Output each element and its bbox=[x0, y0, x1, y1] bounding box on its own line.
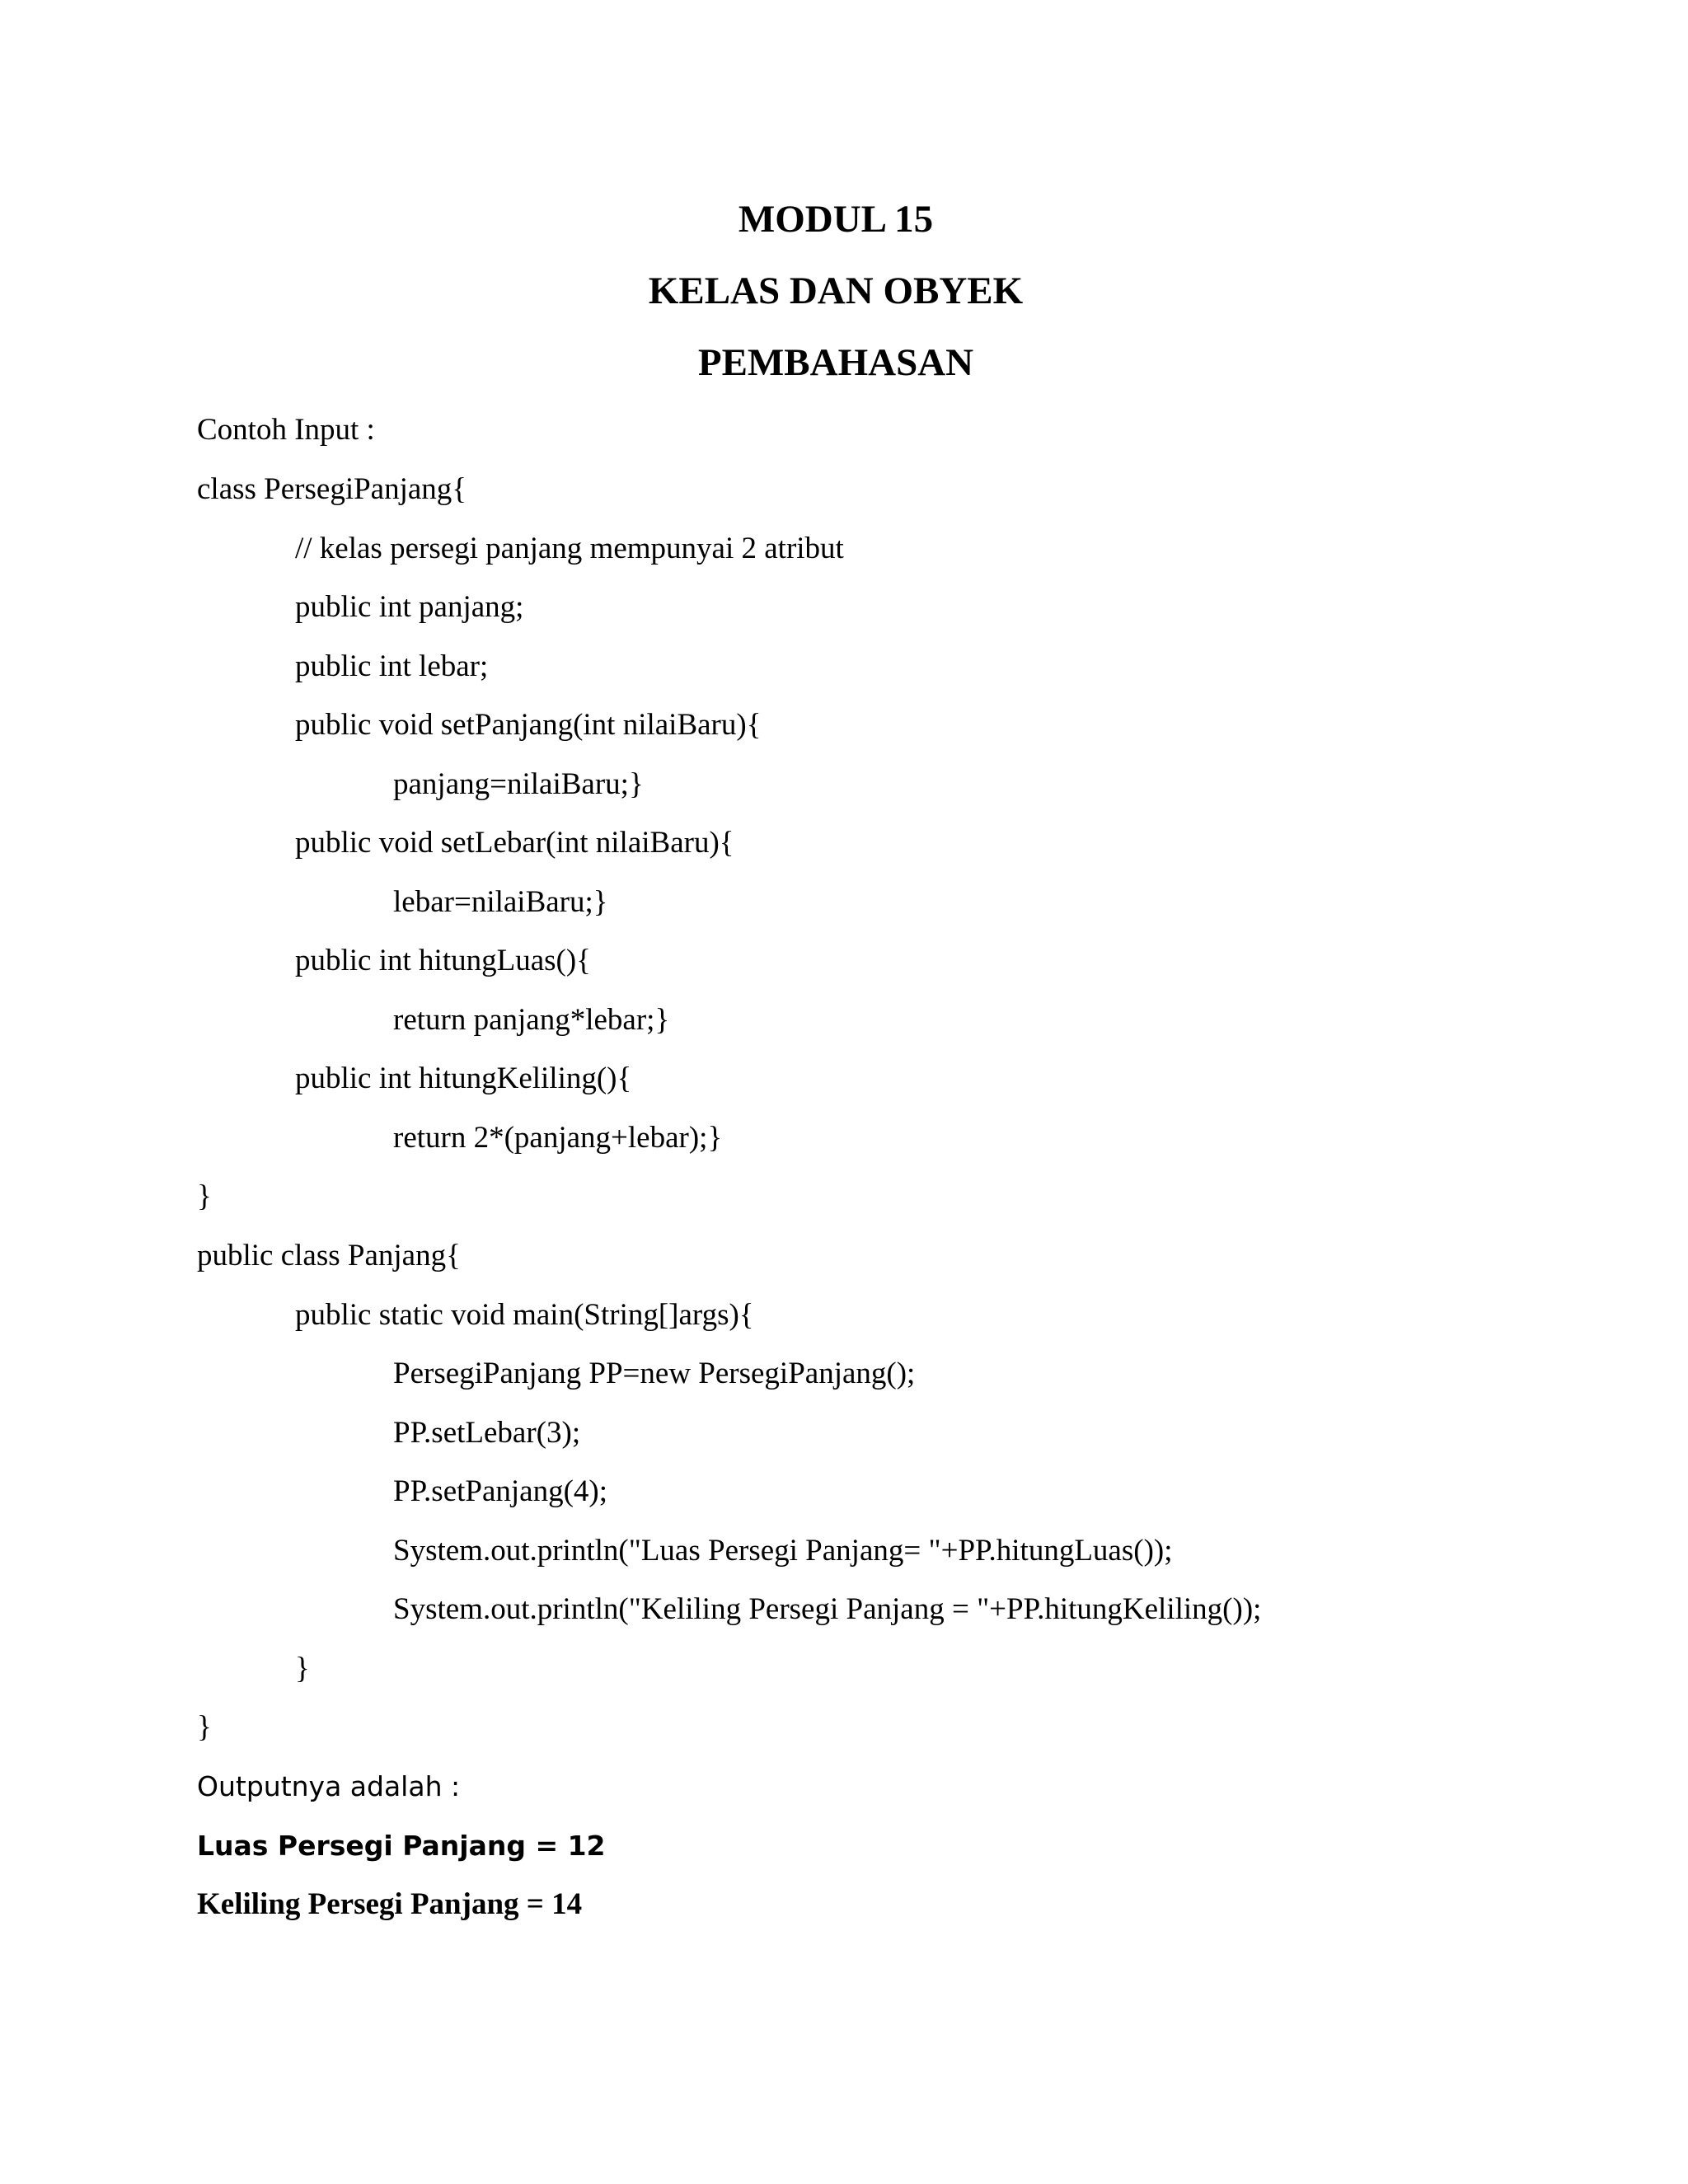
code-line: public void setPanjang(int nilaiBaru){ bbox=[295, 708, 762, 742]
code-line: } bbox=[197, 1179, 212, 1213]
code-line: class PersegiPanjang{ bbox=[197, 472, 467, 506]
code-line: public int hitungLuas(){ bbox=[295, 944, 591, 977]
code-line: public int lebar; bbox=[295, 649, 489, 683]
code-line: public static void main(String[]args){ bbox=[295, 1298, 754, 1332]
code-line: // kelas persegi panjang mempunyai 2 atribut bbox=[295, 532, 844, 565]
output-line-keliling: Keliling Persegi Panjang = 14 bbox=[197, 1887, 583, 1921]
code-line: public int hitungKeliling(){ bbox=[295, 1062, 632, 1095]
chapter-title: KELAS DAN OBYEK bbox=[648, 269, 1024, 312]
code-line: PersegiPanjang PP=new PersegiPanjang(); bbox=[393, 1357, 916, 1390]
code-line: lebar=nilaiBaru;} bbox=[393, 885, 608, 919]
code-line: return panjang*lebar;} bbox=[393, 1003, 670, 1037]
code-line: public int panjang; bbox=[295, 590, 524, 624]
code-line: panjang=nilaiBaru;} bbox=[393, 767, 644, 801]
input-label: Contoh Input : bbox=[197, 413, 375, 447]
module-title: MODUL 15 bbox=[738, 198, 934, 241]
code-line: PP.setLebar(3); bbox=[393, 1416, 581, 1450]
code-line: public class Panjang{ bbox=[197, 1239, 461, 1272]
code-line: PP.setPanjang(4); bbox=[393, 1474, 608, 1508]
code-line: } bbox=[295, 1652, 310, 1685]
code-line: System.out.println("Luas Persegi Panjang= "+PP.hitungLuas()); bbox=[393, 1534, 1173, 1568]
code-line: public void setLebar(int nilaiBaru){ bbox=[295, 826, 734, 860]
code-line: return 2*(panjang+lebar);} bbox=[393, 1121, 723, 1155]
output-line-luas: Luas Persegi Panjang = 12 bbox=[197, 1830, 606, 1862]
output-label: Outputnya adalah : bbox=[197, 1770, 461, 1802]
code-line: } bbox=[197, 1710, 212, 1744]
code-line: System.out.println("Keliling Persegi Panjang = "+PP.hitungKeliling()); bbox=[393, 1592, 1262, 1626]
section-title: PEMBAHASAN bbox=[697, 341, 974, 384]
